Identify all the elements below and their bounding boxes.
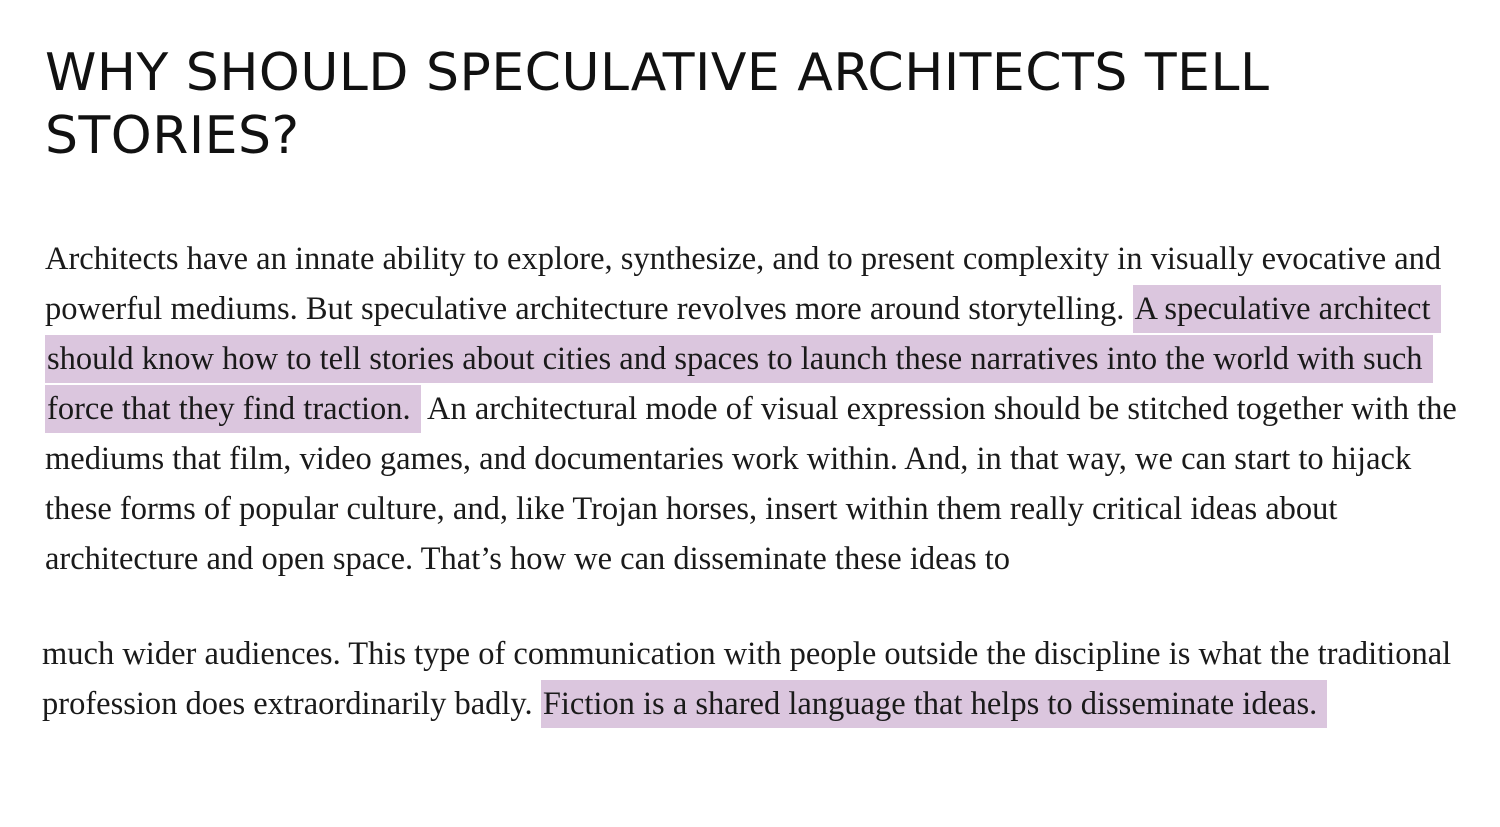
- highlighted-quote-2: Fiction is a shared language that helps to disseminate ideas.: [541, 680, 1327, 728]
- paragraph-1-text-before-highlight: Architects have an innate ability to explore, synthesize, and to present complexity in visually evocative and powerful mediums. But speculative architecture revolves more around storytelling.: [45, 241, 1442, 327]
- paragraph-2-text-before-highlight: much wider audiences. This type of communication with people outside the discipline is what the traditional profession does extraordinarily badly.: [42, 636, 1452, 722]
- paragraph-1-text-after-highlight: An architectural mode of visual expression should be stitched together with the mediums that film, video games, and documentaries work within. And, in that way, we can start to hijack these forms of popular culture, and, like Trojan horses, insert within them really critical ideas about architecture and open space. That’s how we can disseminate these ideas to: [45, 391, 1457, 577]
- article-paragraph-1: [45, 234, 1465, 584]
- article-paragraph-2: [42, 629, 1462, 729]
- highlighted-quote-1: A speculative architect should know how to tell stories about cities and spaces to launch these narratives into the world with such force that they find traction.: [45, 285, 1441, 433]
- article-title: WHY SHOULD SPECULATIVE ARCHITECTS TELL STORIES?: [45, 43, 1270, 166]
